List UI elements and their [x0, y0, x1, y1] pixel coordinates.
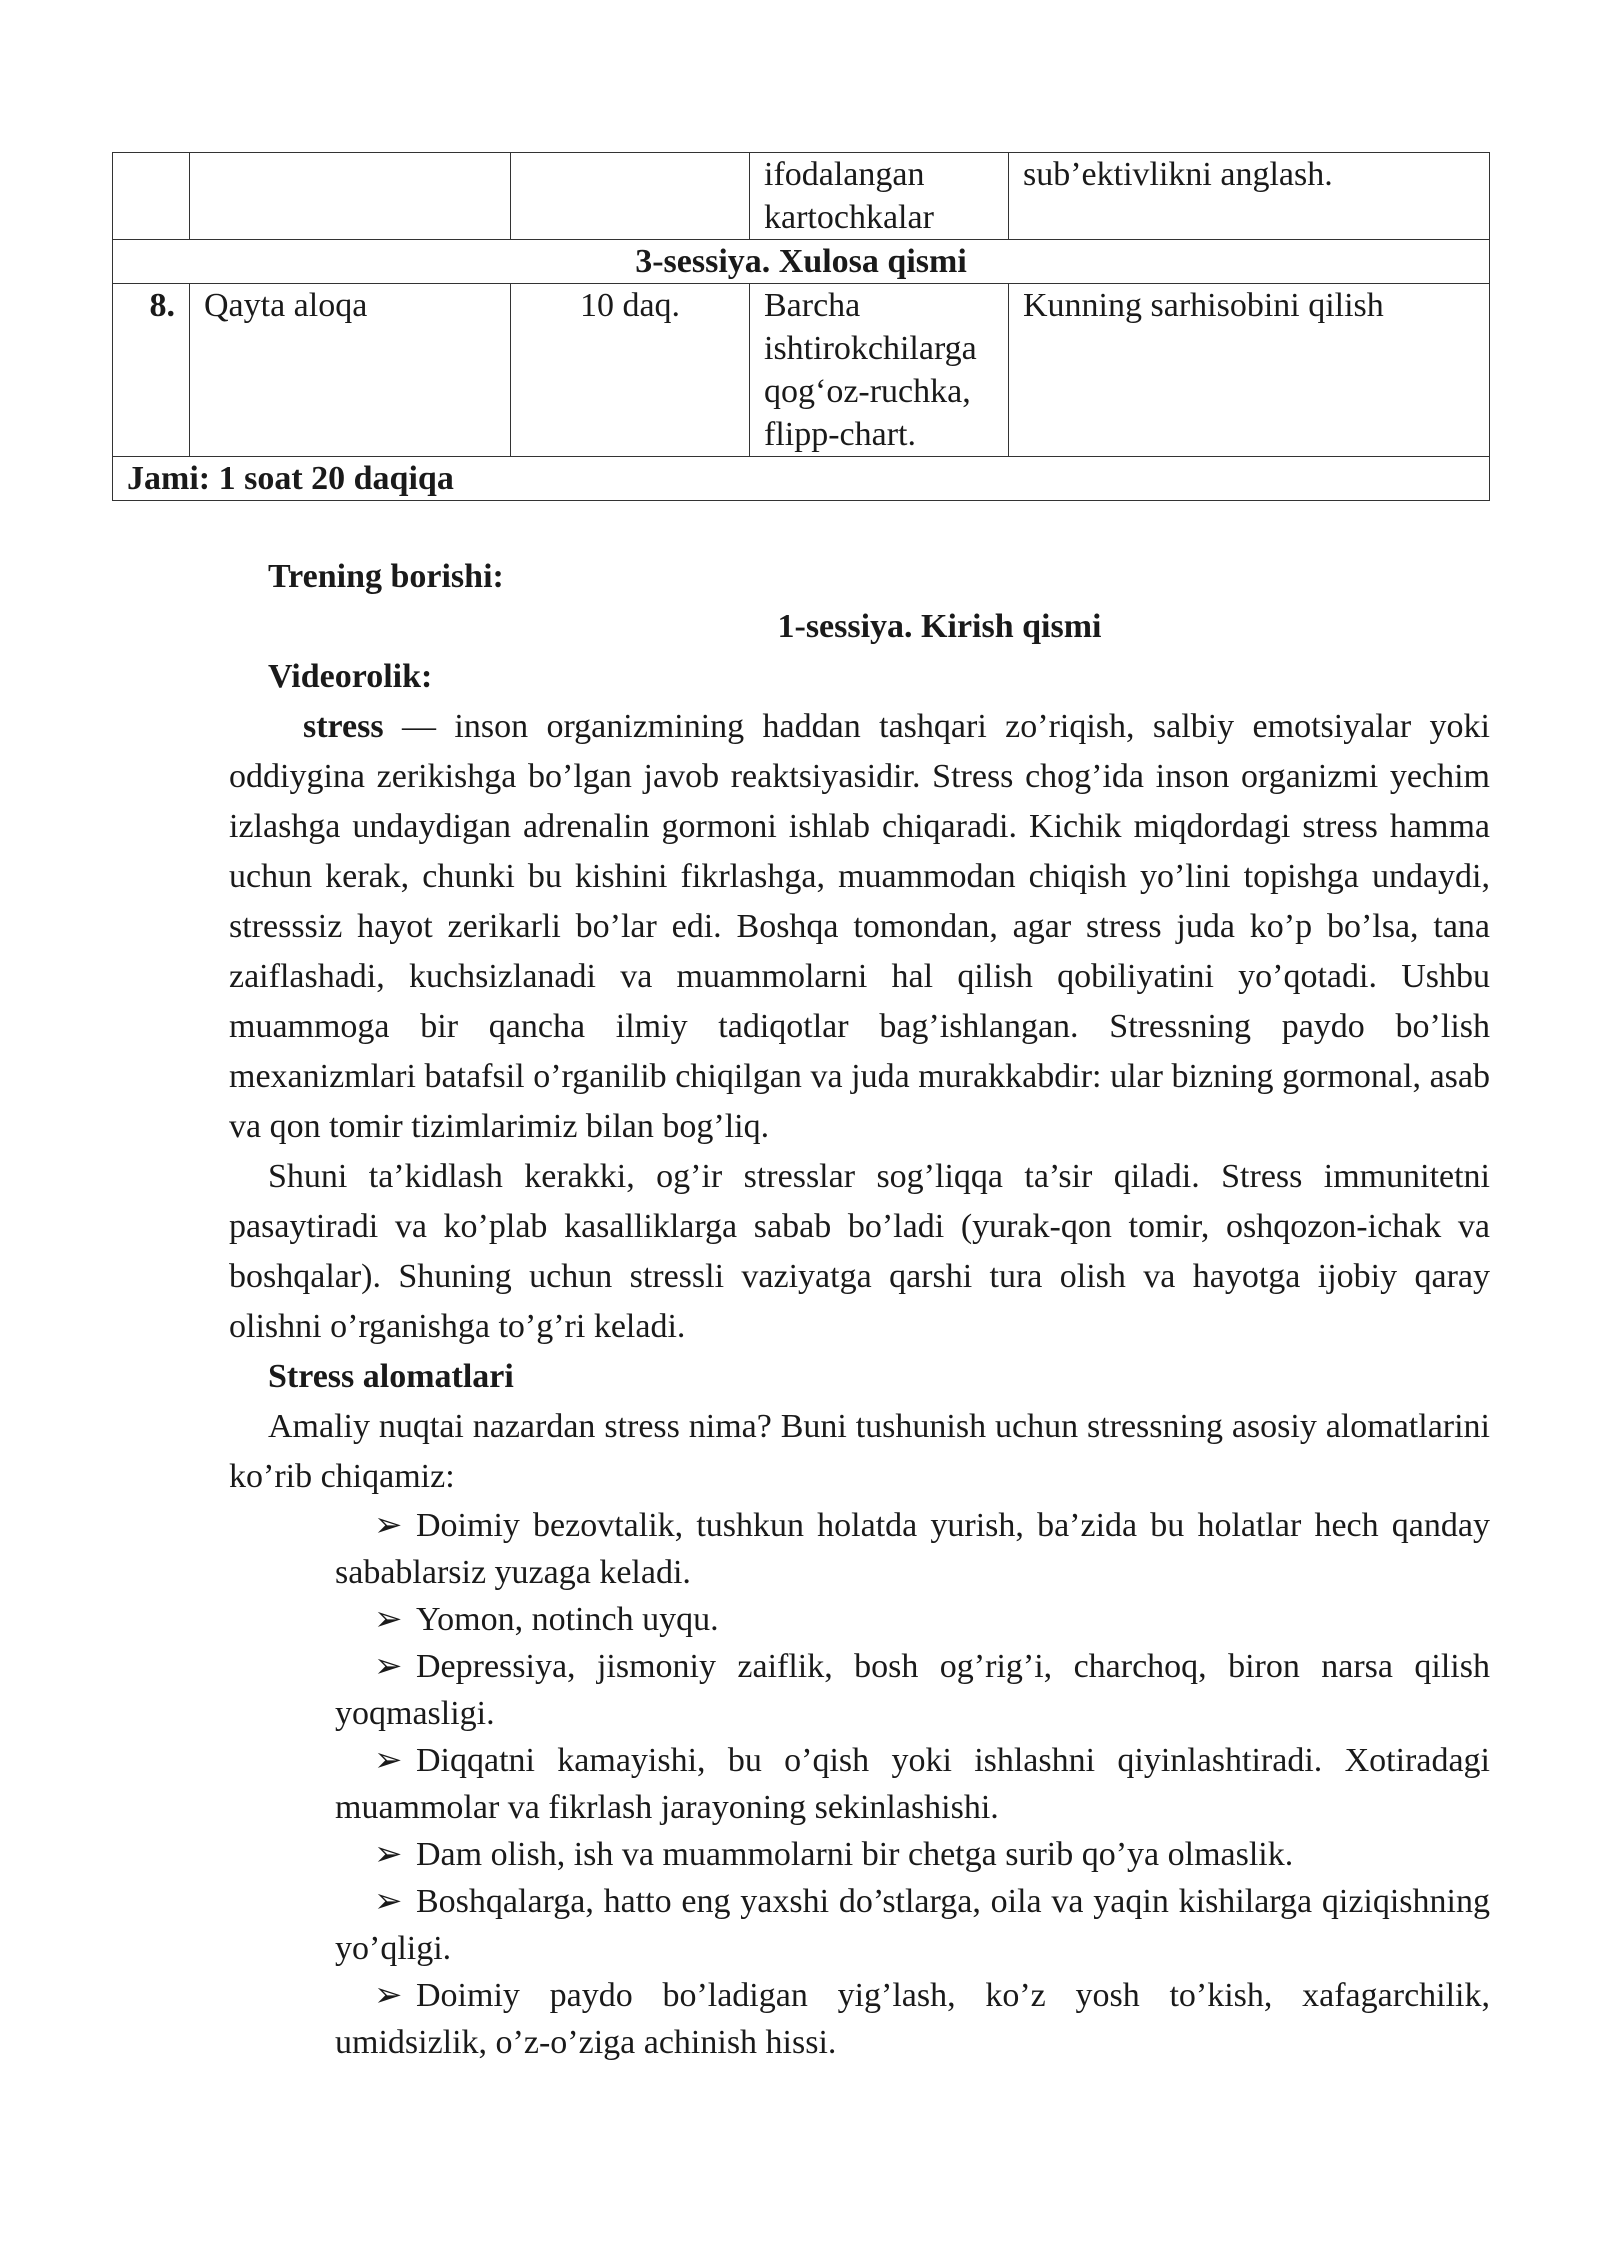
- goal-cell: Kunning sarhisobini qilish: [1009, 284, 1490, 457]
- session-1-title: 1-sessiya. Kirish qismi: [777, 608, 1102, 645]
- row-number-cell: [113, 153, 190, 240]
- list-item: ➢ Dam olish, ish va muammolarni bir chetga surib qo’ya olmaslik.: [335, 1831, 1490, 1878]
- duration-cell: [511, 153, 750, 240]
- list-item: ➢ Boshqalarga, hatto eng yaxshi do’stlarga, oila va yaqin kishilarga qiziqishning yo’qligi.: [335, 1878, 1490, 1972]
- total-row: [113, 457, 1490, 501]
- list-item: ➢ Yomon, notinch uyqu.: [335, 1596, 1490, 1643]
- list-item: ➢ Doimiy bezovtalik, tushkun holatda yurish, ba’zida bu holatlar hech qanday sabablarsiz yuzaga keladi.: [335, 1502, 1490, 1596]
- video-label: Videorolik:: [268, 658, 433, 695]
- arrow-bullet-icon: ➢: [374, 1836, 403, 1873]
- arrow-bullet-icon: ➢: [374, 1977, 403, 2014]
- training-content: [229, 552, 1490, 2066]
- list-item: ➢ Doimiy paydo bo’ladigan yig’lash, ko’z yosh to’kish, xafagarchilik, umidsizlik, o’z-o’ziga achinish hissi.: [335, 1972, 1490, 2066]
- health-impact-paragraph: Shuni ta’kidlash kerakki, og’ir stresslar sog’liqqa ta’sir qiladi. Stress immunitetni pasaytiradi va ko’plab kasalliklarga sabab bo’ladi (yurak-qon tomir, oshqozon-ichak va boshqalar). Shuning uchun stressli vaziyatga qarshi tura olish va hayotga ijobiy qaray olishni o’rganishga to’g’ri keladi.: [229, 1158, 1490, 1345]
- stress-definition-text: — inson organizmining haddan tashqari zo’riqish, salbiy emotsiyalar yoki oddiygina zerikishga bo’lgan javob reaktsiyasidir. Stress chog’ida inson organizmi yechim izlashga undaydigan adrenalin gormoni ishlab chiqaradi. Kichik miqdordagi stress hamma uchun kerak, chunki bu kishini fikrlashga, muammodan chiqish yo’lini topishga undaydi, stresssiz hayot zerikarli bo’lar edi. Boshqa tomondan, agar stress juda ko’p bo’lsa, tana zaiflashadi, kuchsizlanadi va muammolarni hal qilish qobiliyatini yo’qotadi. Ushbu muammoga bir qancha ilmiy tadiqotlar bag’ishlangan. Stressning paydo bo’lish mexanizmlari batafsil o’rganilib chiqilgan va juda murakkabdir: ular bizning gormonal, asab va qon tomir tizimlarimiz bilan bog’liq.: [229, 708, 1490, 1145]
- table-row: [113, 284, 1490, 457]
- symptoms-list: [229, 1502, 1490, 2066]
- arrow-bullet-icon: ➢: [374, 1507, 403, 1544]
- arrow-bullet-icon: ➢: [374, 1601, 403, 1638]
- list-item: ➢ Diqqatni kamayishi, bu o’qish yoki ishlashni qiyinlashtiradi. Xotiradagi muammolar va fikrlash jarayoning sekinlashishi.: [335, 1737, 1490, 1831]
- symptoms-title: Stress alomatlari: [268, 1358, 514, 1395]
- table-row: [113, 153, 1490, 240]
- stress-definition: [229, 702, 1490, 1152]
- resources-cell: ifodalangan kartochkalar: [750, 153, 1009, 240]
- training-plan-table: [112, 152, 1490, 501]
- total-duration: Jami: 1 soat 20 daqiqa: [113, 457, 1490, 501]
- symptoms-intro: Amaliy nuqtai nazardan stress nima? Buni tushunish uchun stressning asosiy alomatlarini ko’rib chiqamiz:: [229, 1408, 1490, 1495]
- training-title: Trening borishi:: [268, 558, 504, 595]
- arrow-bullet-icon: ➢: [374, 1742, 403, 1779]
- arrow-bullet-icon: ➢: [374, 1648, 403, 1685]
- duration-cell: 10 daq.: [511, 284, 750, 457]
- resources-cell: Barcha ishtirokchilarga qog‘oz-ruchka, flipp-chart.: [750, 284, 1009, 457]
- session-row: [113, 240, 1490, 284]
- row-number-cell: 8.: [113, 284, 190, 457]
- arrow-bullet-icon: ➢: [374, 1883, 403, 1920]
- stress-term: stress: [303, 708, 384, 745]
- list-item: ➢ Depressiya, jismoniy zaiflik, bosh og’rig’i, charchoq, biron narsa qilish yoqmasligi.: [335, 1643, 1490, 1737]
- activity-name-cell: [190, 153, 511, 240]
- activity-name-cell: Qayta aloqa: [190, 284, 511, 457]
- goal-cell: sub’ektivlikni anglash.: [1009, 153, 1490, 240]
- session-3-heading: 3-sessiya. Xulosa qismi: [113, 240, 1490, 284]
